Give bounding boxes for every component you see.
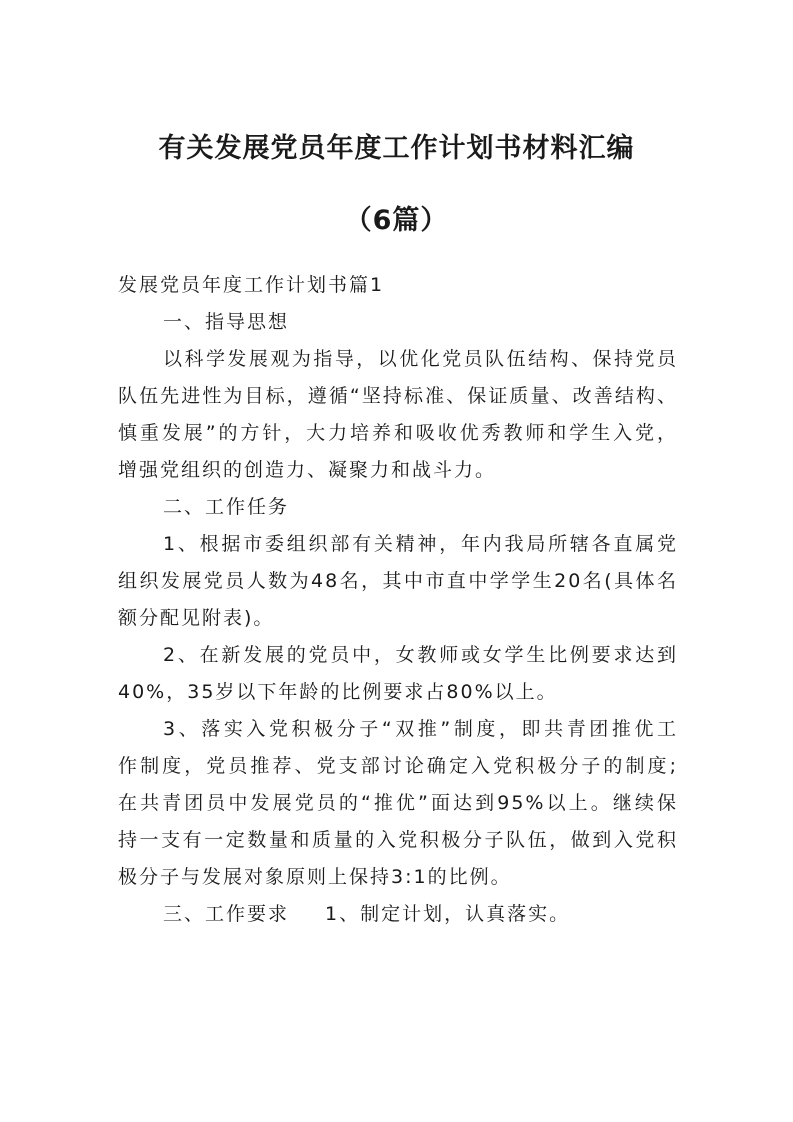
document-body bbox=[118, 268, 678, 934]
task3-line-3: 在共青团员中发展党员的“推优”面达到95%以上。继续保 bbox=[118, 792, 678, 814]
guiding-line-2: 队伍先进性为目标，遵循“坚持标准、保证质量、改善结构、 bbox=[118, 385, 678, 407]
guiding-line-1: 以科学发展观为指导，以优化党员队伍结构、保持党员 bbox=[163, 348, 678, 370]
task2-line-2: 40%，35岁以下年龄的比例要求占80%以上。 bbox=[118, 681, 558, 703]
task3-line-5: 极分子与发展对象原则上保持3:1的比例。 bbox=[118, 866, 512, 888]
document-title: 有关发展党员年度工作计划书材料汇编 bbox=[158, 133, 635, 164]
requirements-heading: 三、工作要求 bbox=[163, 903, 290, 925]
section-heading: 发展党员年度工作计划书篇1 bbox=[118, 274, 385, 296]
task1-line-2: 组织发展党员人数为48名，其中市直中学学生20名(具体名 bbox=[118, 570, 678, 592]
task1-line-1: 1、根据市委组织部有关精神，年内我局所辖各直属党 bbox=[163, 533, 678, 555]
tasks-heading: 二、工作任务 bbox=[163, 496, 290, 518]
task2-line-1: 2、在新发展的党员中，女教师或女学生比例要求达到 bbox=[163, 644, 678, 666]
requirements-line bbox=[118, 897, 678, 932]
task3-line-1: 3、落实入党积极分子“双推”制度，即共青团推优工 bbox=[163, 718, 678, 740]
task3-line-2: 作制度，党员推荐、党支部讨论确定入党积极分子的制度; bbox=[118, 755, 678, 777]
task3-line-4: 持一支有一定数量和质量的入党积极分子队伍，做到入党积 bbox=[118, 829, 678, 851]
guiding-line-4: 增强党组织的创造力、凝聚力和战斗力。 bbox=[118, 459, 497, 481]
task1-line-3: 额分配见附表)。 bbox=[118, 607, 275, 629]
guiding-line-3: 慎重发展”的方针，大力培养和吸收优秀教师和学生入党， bbox=[118, 422, 678, 444]
document-subtitle: （6篇） bbox=[344, 205, 449, 236]
requirements-first-item: 1、制定计划，认真落实。 bbox=[325, 903, 571, 925]
guiding-heading: 一、指导思想 bbox=[163, 311, 290, 333]
